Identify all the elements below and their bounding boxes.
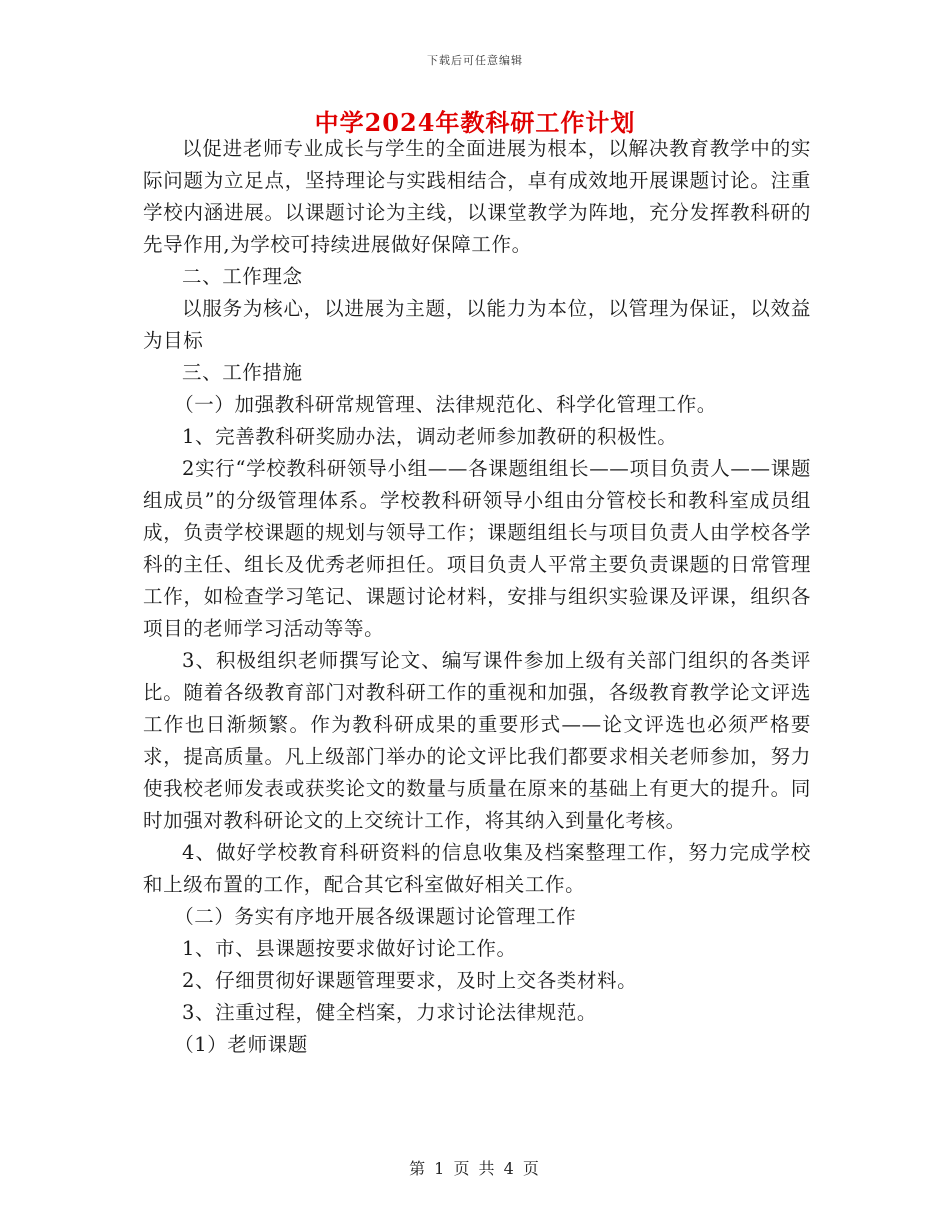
measure-item-2: 2实行“学校教科研领导小组——各课题组组长——项目负责人——课题组成员”的分级管理体系。学校教科研领导小组由分管校长和教科室成员组成，负责学校课题的规划与领导工作；课题组组长与项目负责人由学校各学科的主任、组长及优秀老师担任。项目负责人平常主要负责课题的日常管理工作，如检查学习笔记、课题讨论材料，安排与组织实验课及评课，组织各项目的老师学习活动等等。 (143, 457, 811, 640)
project-subitem-teacher-topics: （1）老师课题 (174, 1033, 308, 1056)
project-item-1: 1、市、县课题按要求做好讨论工作。 (182, 937, 517, 960)
section-heading-work-concept: 二、工作理念 (182, 265, 303, 288)
measure-item-4: 4、做好学校教育科研资料的信息收集及档案整理工作，努力完成学校和上级布置的工作，配合其它科室做好相关工作。 (143, 841, 811, 896)
page-header-note: 下载后可任意编辑 (427, 54, 523, 67)
document-body (143, 133, 811, 1061)
measure-item-1: 1、完善教科研奖励办法，调动老师参加教研的积极性。 (182, 425, 678, 448)
subsection-heading-project-management: （二）务实有序地开展各级课题讨论管理工作 (174, 905, 577, 928)
project-item-3: 3、注重过程，健全档案，力求讨论法律规范。 (182, 1001, 598, 1024)
work-concept-paragraph: 以服务为核心，以进展为主题，以能力为本位，以管理为保证，以效益为目标 (143, 297, 811, 352)
intro-paragraph: 以促进老师专业成长与学生的全面进展为根本，以解决教育教学中的实际问题为立足点，坚持理论与实践相结合，卓有成效地开展课题讨论。注重学校内涵进展。以课题讨论为主线，以课堂教学为阵地，充分发挥教科研的先导作用,为学校可持续进展做好保障工作。 (143, 137, 811, 256)
section-heading-work-measures: 三、工作措施 (182, 361, 303, 384)
project-item-2: 2、仔细贯彻好课题管理要求，及时上交各类材料。 (182, 969, 638, 992)
subsection-heading-routine-management: （一）加强教科研常规管理、法律规范化、科学化管理工作。 (174, 393, 717, 416)
page-number: 第 1 页 共 4 页 (409, 1159, 541, 1178)
measure-item-3: 3、积极组织老师撰写论文、编写课件参加上级有关部门组织的各类评比。随着各级教育部门对教科研工作的重视和加强，各级教育教学论文评选工作也日渐频繁。作为教科研成果的重要形式——论文评选也必须严格要求，提高质量。凡上级部门举办的论文评比我们都要求相关老师参加，努力使我校老师发表或获奖论文的数量与质量在原来的基础上有更大的提升。同时加强对教科研论文的上交统计工作，将其纳入到量化考核。 (143, 649, 811, 832)
document-title: 中学2024年教科研工作计划 (314, 108, 636, 137)
